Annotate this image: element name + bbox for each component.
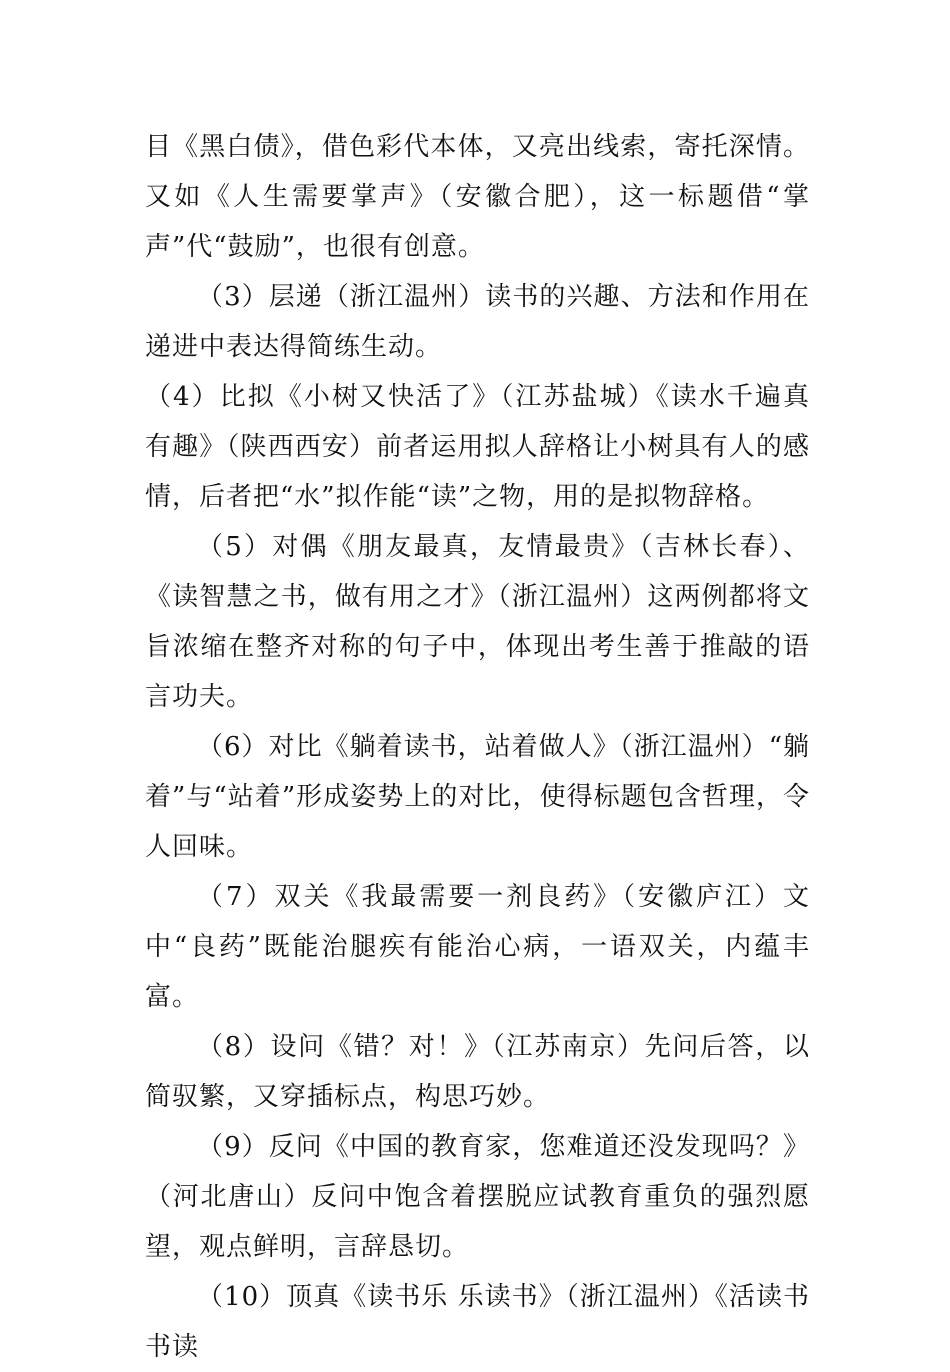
paragraph-anadiplosis: （10）顶真《读书乐 乐读书》（浙江温州）《活读书 书读 bbox=[145, 1282, 810, 1362]
paragraph-pun: （7）双关《我最需要一剂良药》（安徽庐江）文中“良药”既能治腿疾有能治心病，一语双关，内蕴丰富。 bbox=[145, 882, 810, 1012]
paragraph-antithesis: （5）对偶《朋友最真，友情最贵》（吉林长春）、《读智慧之书，做有用之才》（浙江温州）这两例都将文旨浓缩在整齐对称的句子中，体现出考生善于推敲的语言功夫。 bbox=[145, 532, 810, 712]
paragraph-gradation: （3）层递（浙江温州）读书的兴趣、方法和作用在递进中表达得简练生动。 bbox=[145, 282, 810, 362]
paragraph-rhetorical-question: （8）设问《错？对！》（江苏南京）先问后答，以简驭繁，又穿插标点，构思巧妙。 bbox=[145, 1032, 810, 1112]
paragraph-metonymy-continued: 目《黑白债》，借色彩代本体，又亮出线索，寄托深情。又如《人生需要掌声》（安徽合肥），这一标题借“掌声”代“鼓励”，也很有创意。 bbox=[145, 132, 810, 262]
paragraph-analogy: （4）比拟《小树又快活了》（江苏盐城）《读水千遍真有趣》（陕西西安）前者运用拟人辞格让小树具有人的感情，后者把“水”拟作能“读”之物，用的是拟物辞格。 bbox=[145, 382, 810, 512]
paragraph-contrast: （6）对比《躺着读书，站着做人》（浙江温州）“躺着”与“站着”形成姿势上的对比，使得标题包含哲理，令人回味。 bbox=[145, 732, 810, 862]
document-page bbox=[145, 122, 810, 1372]
paragraph-counter-question: （9）反问《中国的教育家，您难道还没发现吗？》（河北唐山）反问中饱含着摆脱应试教育重负的强烈愿望，观点鲜明，言辞恳切。 bbox=[145, 1132, 810, 1262]
